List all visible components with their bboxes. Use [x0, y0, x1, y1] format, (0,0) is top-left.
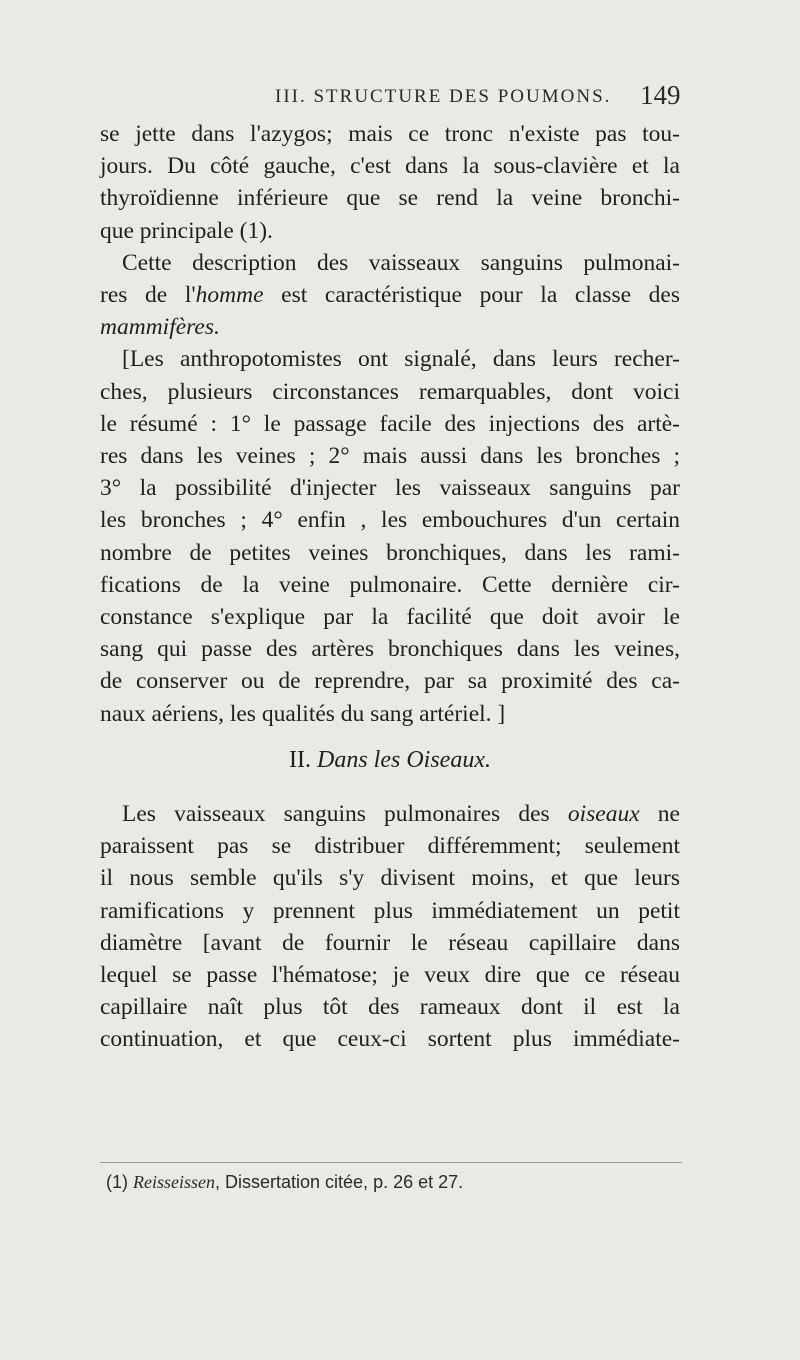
- text-line: fications de la veine pulmonaire. Cette dernière cir-: [100, 571, 680, 598]
- text-line: ramifications y prennent plus immédiatement un petit: [100, 897, 680, 924]
- text-line: sang qui passe des artères bronchiques dans les veines,: [100, 636, 680, 663]
- emphasis-homme: homme: [195, 282, 264, 309]
- footnote-text: , Dissertation citée, p. 26 et 27.: [215, 1172, 464, 1192]
- text-line: [Les anthropotomistes ont signalé, dans leurs recher-: [122, 346, 680, 373]
- text-line-mixed: [122, 798, 680, 830]
- footnote-author: Reisseissen: [133, 1172, 215, 1192]
- text-line: paraissent pas se distribuer différemment; seulement: [100, 833, 680, 860]
- text-line: res dans les veines ; 2° mais aussi dans les bronches ;: [100, 443, 680, 470]
- text-line: que principale (1).: [100, 217, 273, 244]
- text-line: le résumé : 1° le passage facile des injections des artè-: [100, 410, 680, 437]
- paragraph-anthropotomistes: [100, 343, 680, 729]
- section-title: Dans les Oiseaux.: [317, 746, 491, 773]
- text-line: continuation, et que ceux-ci sortent plus immédiate-: [100, 1026, 680, 1053]
- text-line: les bronches ; 4° enfin , les embouchures d'un certain: [100, 507, 680, 534]
- text-line: Cette description des vaisseaux sanguins pulmonai-: [122, 249, 680, 276]
- text-line: [100, 311, 680, 343]
- text-line: naux aériens, les qualités du sang artériel. ]: [100, 700, 506, 727]
- section-number: II.: [289, 746, 311, 773]
- text-line: ches, plusieurs circonstances remarquables, dont voici: [100, 378, 680, 405]
- body-text: [100, 118, 680, 1056]
- emphasis-oiseaux: oiseaux: [567, 801, 640, 828]
- paragraph-description: [100, 247, 680, 344]
- text-run: Les vaisseaux sanguins pulmonaires des: [122, 801, 568, 828]
- text-run: res de l': [100, 282, 196, 309]
- footnote-divider: [100, 1162, 682, 1163]
- paragraph-oiseaux: [100, 798, 680, 1056]
- text-line: capillaire naît plus tôt des rameaux dont il est la: [100, 994, 680, 1021]
- running-title: III. STRUCTURE DES POUMONS.: [275, 86, 612, 107]
- running-head: [0, 80, 800, 112]
- text-line: jours. Du côté gauche, c'est dans la sous-clavière et la: [100, 153, 680, 180]
- paragraph-continuation: [100, 118, 680, 247]
- text-run: ne: [639, 801, 680, 828]
- footnote-marker: (1): [106, 1172, 128, 1192]
- text-line: il nous semble qu'ils s'y divisent moins, et que leurs: [100, 865, 680, 892]
- text-line-mixed: [100, 279, 680, 311]
- text-line: lequel se passe l'hématose; je veux dire que ce réseau: [100, 962, 680, 989]
- text-run: est caractéristique pour la classe des: [263, 282, 680, 309]
- footnote: [106, 1172, 686, 1193]
- emphasis-mammiferes: mammifères.: [100, 314, 220, 341]
- page-number: 149: [640, 80, 681, 110]
- text-line: diamètre [avant de fournir le réseau capillaire dans: [100, 929, 680, 956]
- text-line: constance s'explique par la facilité que doit avoir le: [100, 604, 680, 631]
- section-heading: [100, 744, 680, 776]
- text-line: se jette dans l'azygos; mais ce tronc n'existe pas tou-: [100, 121, 680, 147]
- text-line: 3° la possibilité d'injecter les vaisseaux sanguins par: [100, 475, 680, 502]
- text-line: nombre de petites veines bronchiques, dans les rami-: [100, 539, 680, 566]
- text-line: thyroïdienne inférieure que se rend la veine bronchi-: [100, 185, 680, 212]
- text-line: de conserver ou de reprendre, par sa proximité des ca-: [100, 668, 680, 695]
